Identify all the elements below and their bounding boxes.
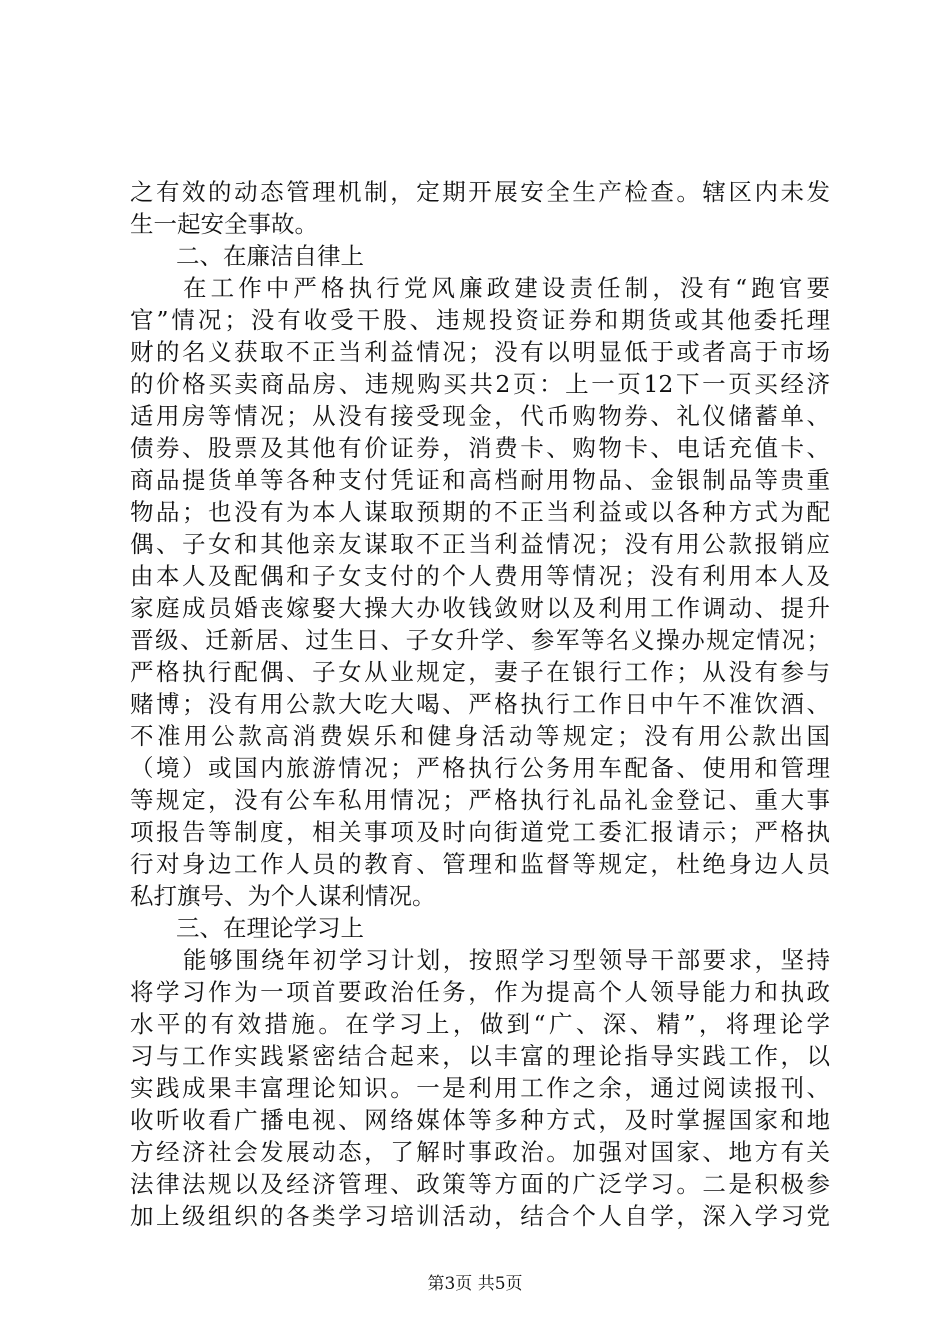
body-line: 行对身边工作人员的教育、管理和监督等规定，杜绝身边人员 <box>130 850 830 878</box>
body-line: 财的名义获取不正当利益情况；没有以明显低于或者高于市场 <box>130 338 830 366</box>
body-line: 生一起安全事故。 <box>130 210 318 238</box>
body-line: 法律法规以及经济管理、政策等方面的广泛学习。二是积极参 <box>130 1170 830 1198</box>
body-line: 由本人及配偶和子女支付的个人费用等情况；没有利用本人及 <box>130 562 830 590</box>
body-line: 官”情况；没有收受干股、违规投资证券和期货或其他委托理 <box>130 306 830 334</box>
section-heading: 二、在廉洁自律上 <box>176 242 364 270</box>
body-line: 家庭成员婚丧嫁娶大操大办收钱敛财以及利用工作调动、提升 <box>130 594 830 622</box>
body-line: 项报告等制度，相关事项及时向街道党工委汇报请示；严格执 <box>130 818 830 846</box>
body-line: 能够围绕年初学习计划，按照学习型领导干部要求，坚持 <box>183 946 830 974</box>
body-line: 加上级组织的各类学习培训活动，结合个人自学，深入学习党 <box>130 1202 830 1230</box>
body-line: 在工作中严格执行党风廉政建设责任制，没有“跑官要 <box>183 274 830 302</box>
body-line: 收听收看广播电视、网络媒体等多种方式，及时掌握国家和地 <box>130 1106 830 1134</box>
body-line: 偶、子女和其他亲友谋取不正当利益情况；没有用公款报销应 <box>130 530 830 558</box>
body-line: 习与工作实践紧密结合起来，以丰富的理论指导实践工作，以 <box>130 1042 830 1070</box>
body-line: 赌博；没有用公款大吃大喝、严格执行工作日中午不准饮酒、 <box>130 690 830 718</box>
body-line: 的价格买卖商品房、违规购买共2页：上一页12下一页买经济 <box>130 370 830 398</box>
body-line: 商品提货单等各种支付凭证和高档耐用物品、金银制品等贵重 <box>130 466 830 494</box>
body-line: 物品；也没有为本人谋取预期的不正当利益或以各种方式为配 <box>130 498 830 526</box>
body-line: 私打旗号、为个人谋利情况。 <box>130 882 436 910</box>
body-line: （境）或国内旅游情况；严格执行公务用车配备、使用和管理 <box>130 754 830 782</box>
body-line: 将学习作为一项首要政治任务，作为提高个人领导能力和执政 <box>130 978 830 1006</box>
body-line: 水平的有效措施。在学习上，做到“广、深、精”，将理论学 <box>130 1010 830 1038</box>
page-footer: 第3页 共5页 <box>427 1274 523 1294</box>
body-line: 方经济社会发展动态，了解时事政治。加强对国家、地方有关 <box>130 1138 830 1166</box>
body-line: 严格执行配偶、子女从业规定，妻子在银行工作；从没有参与 <box>130 658 830 686</box>
body-line: 适用房等情况；从没有接受现金，代币购物券、礼仪储蓄单、 <box>130 402 830 430</box>
body-line: 晋级、迁新居、过生日、子女升学、参军等名义操办规定情况； <box>130 626 830 654</box>
body-line: 实践成果丰富理论知识。一是利用工作之余，通过阅读报刊、 <box>130 1074 830 1102</box>
body-line: 之有效的动态管理机制，定期开展安全生产检查。辖区内未发 <box>130 178 830 206</box>
body-line: 等规定，没有公车私用情况；严格执行礼品礼金登记、重大事 <box>130 786 830 814</box>
body-line: 不准用公款高消费娱乐和健身活动等规定；没有用公款出国 <box>130 722 830 750</box>
body-line: 债券、股票及其他有价证券，消费卡、购物卡、电话充值卡、 <box>130 434 830 462</box>
section-heading: 三、在理论学习上 <box>176 914 364 942</box>
